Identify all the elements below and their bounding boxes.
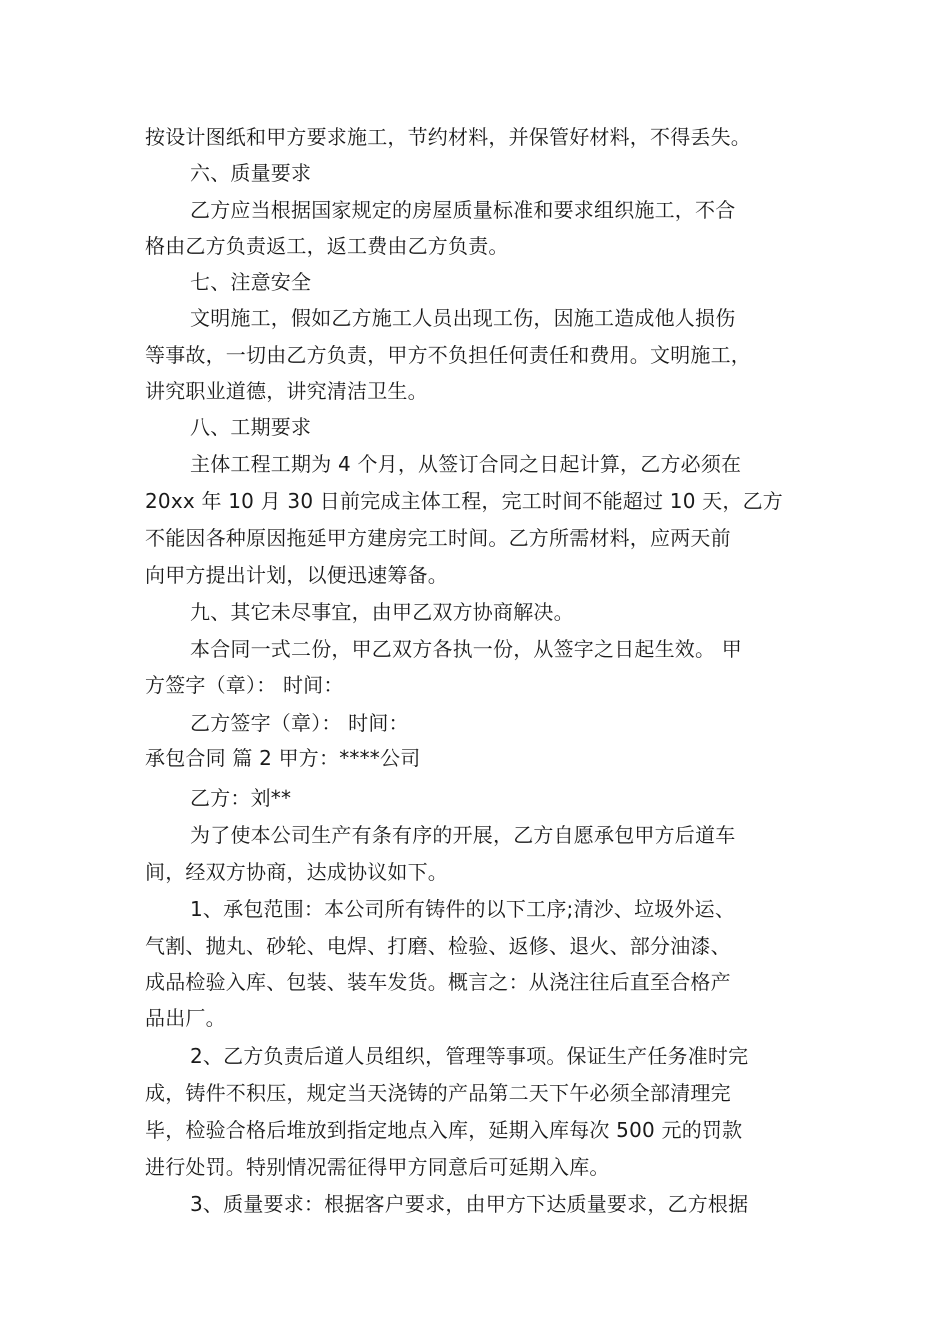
paragraph-line: 20xx 年 10 月 30 日前完成主体工程，完工时间不能超过 10 天，乙方 bbox=[145, 489, 783, 513]
paragraph-line: 毕，检验合格后堆放到指定地点入库，延期入库每次 500 元的罚款 bbox=[145, 1118, 743, 1142]
paragraph-line: 进行处罚。特别情况需征得甲方同意后可延期入库。 bbox=[145, 1155, 610, 1179]
signature-line: 乙方签字（章）： 时间： bbox=[190, 711, 409, 735]
paragraph-line: 格由乙方负责返工，返工费由乙方负责。 bbox=[145, 234, 509, 258]
paragraph-line: 间，经双方协商，达成协议如下。 bbox=[145, 860, 448, 884]
paragraph-line: 品出厂。 bbox=[145, 1006, 226, 1030]
paragraph-line: 按设计图纸和甲方要求施工，节约材料，并保管好材料，不得丢失。 bbox=[145, 125, 751, 149]
paragraph-line: 不能因各种原因拖延甲方建房完工时间。乙方所需材料，应两天前 bbox=[145, 526, 731, 550]
party-line: 乙方：刘** bbox=[190, 786, 292, 810]
signature-line: 方签字（章）： 时间： bbox=[145, 673, 344, 697]
section-heading: 八、工期要求 bbox=[190, 415, 312, 439]
contract-title-line: 承包合同 篇 2 甲方：****公司 bbox=[145, 746, 421, 770]
paragraph-line: 1、承包范围：本公司所有铸件的以下工序;清沙、垃圾外运、 bbox=[190, 897, 736, 921]
section-heading: 六、质量要求 bbox=[190, 161, 312, 185]
paragraph-line: 2、乙方负责后道人员组织，管理等事项。保证生产任务准时完 bbox=[190, 1044, 749, 1068]
paragraph-line: 本合同一式二份，甲乙双方各执一份，从签字之日起生效。 甲 bbox=[190, 637, 742, 661]
paragraph-line: 文明施工，假如乙方施工人员出现工伤，因施工造成他人损伤 bbox=[190, 306, 736, 330]
paragraph-line: 主体工程工期为 4 个月，从签订合同之日起计算，乙方必须在 bbox=[190, 452, 742, 476]
paragraph-line: 等事故，一切由乙方负责，甲方不负担任何责任和费用。文明施工， bbox=[145, 343, 751, 367]
paragraph-line: 成，铸件不积压，规定当天浇铸的产品第二天下午必须全部清理完 bbox=[145, 1081, 731, 1105]
section-heading: 七、注意安全 bbox=[190, 270, 312, 294]
paragraph-line: 3、质量要求：根据客户要求，由甲方下达质量要求，乙方根据 bbox=[190, 1192, 749, 1216]
paragraph-line: 讲究职业道德，讲究清洁卫生。 bbox=[145, 379, 428, 403]
paragraph-line: 成品检验入库、包装、装车发货。概言之：从浇注往后直至合格产 bbox=[145, 970, 731, 994]
paragraph-line: 向甲方提出计划，以便迅速筹备。 bbox=[145, 563, 448, 587]
paragraph-line: 九、其它未尽事宜，由甲乙双方协商解决。 bbox=[190, 600, 574, 624]
paragraph-line: 气割、抛丸、砂轮、电焊、打磨、检验、返修、退火、部分油漆、 bbox=[145, 934, 731, 958]
paragraph-line: 为了使本公司生产有条有序的开展，乙方自愿承包甲方后道车 bbox=[190, 823, 736, 847]
paragraph-line: 乙方应当根据国家规定的房屋质量标准和要求组织施工，不合 bbox=[190, 198, 736, 222]
